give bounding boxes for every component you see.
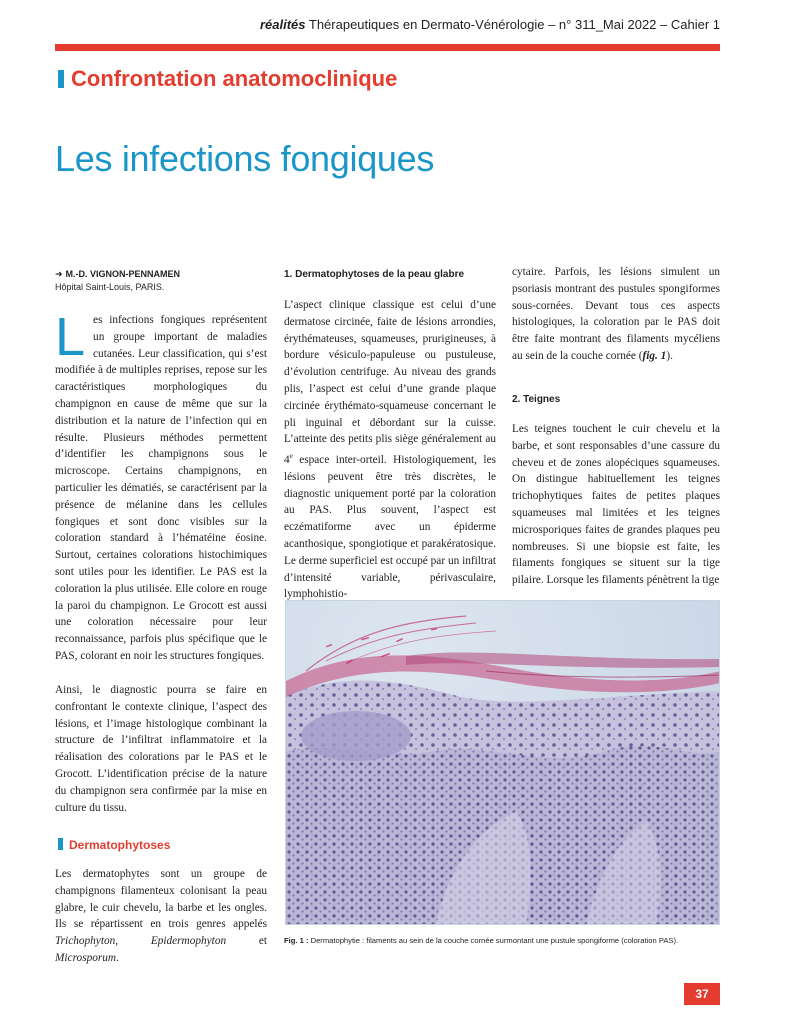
rubric-square-icon: [58, 70, 64, 88]
teignes-paragraph: Les teignes touchent le cuir chevelu et la barbe, et sont responsables d’une cassure du cheveu et de zones alopéciques squameuses. On distingue habituellement les teignes trichophytiques faites de petites plaques squameuses mal limitées et les teignes microsporiques faites de grandes plaques peu nombreuses. Si une biopsie est faite, les filaments fongiques se situent sur la tige pilaire. Lorsque les filaments pénètrent la tige: [512, 423, 720, 587]
author-affiliation: Hôpital Saint-Louis, PARIS.: [55, 282, 165, 292]
histology-figure: [285, 600, 720, 925]
figure-label: Fig. 1 :: [284, 936, 309, 945]
histology-image: [286, 601, 720, 925]
genus-trichophyton: Trichophyton: [55, 935, 116, 948]
drop-cap: L: [55, 307, 86, 367]
journal-issue: Thérapeutiques en Dermato-Vénérologie – n° 311_Mai 2022 – Cahier 1: [308, 17, 720, 32]
column-3-para2: [512, 421, 720, 589]
column-2-text: [284, 297, 496, 603]
diagnosis-paragraph: Ainsi, le diagnostic pourra se faire en confrontant le contexte clinique, l’aspect des lésions, et l’image histologique combinant la structure de l’infiltrat inflammatoire et la réalisation des colorations par le PAS et le Grocott. L’identification précise de la nature du champignon sera confirmée par la mise en culture du tissu.: [55, 684, 267, 814]
genus-epidermophyton: Epidermophyton: [150, 935, 227, 948]
page-number: 37: [684, 983, 720, 1005]
arrow-right-icon: ➜: [55, 269, 63, 279]
column-1-intro: [55, 307, 267, 665]
header-rule: [55, 44, 720, 51]
peau-glabre-paragraph: L’aspect clinique classique est celui d’une dermatose circinée, faite de lésions arrondies, érythémateuses, squameuses, prurigineuses, à bordure vésiculo-papuleuse ou pustuleuse, d’évolution centrifuge. Au niveau des grands plis, l’aspect est celui d’une grande plaque circinée érythémato-squameuse concernant le pli inguinal et débordant sur la cuisse. L’atteinte des petits plis siège généralement au 4e espace inter-orteil. Histologiquement, les lésions peuvent être très discrètes, le diagnostic uniquement porté par la coloration au PAS. Plus souvent, l’aspect est eczématiforme avec un épiderme acanthosique, spongiotique et parakératosique. Le derme superficiel est occupé par un infiltrat d’intensité variable, périvasculaire, lymphohistio-: [284, 299, 496, 601]
figure-caption: [284, 935, 720, 947]
section-heading-2: 2. Teignes: [512, 394, 561, 405]
column-3-para1: [512, 264, 720, 365]
subheading-square-icon: [58, 838, 63, 850]
subheading-dermatophytoses: Dermatophytoses: [58, 838, 170, 852]
dermatophytes-paragraph: Les dermatophytes sont un groupe de champignons filamenteux colonisant la peau glabre, le cuir chevelu, la barbe et les ongles. Ils se répartissent en trois genres appelés Trichophyton, Epidermophyton et Microsporum.: [55, 868, 267, 964]
figure-reference: fig. 1: [642, 349, 667, 362]
continuation-paragraph: cytaire. Parfois, les lésions simulent un psoriasis montrant des pustules spongiformes sous-cornées. Devant tous ces aspects histologiques, la coloration par le PAS doit être faite montrant des filaments mycéliens au sein de la couche cornée (fig. 1).: [512, 266, 720, 362]
article-title: Les infections fongiques: [55, 138, 435, 179]
column-1-para2: [55, 682, 267, 816]
rubric-heading: [58, 66, 397, 92]
running-header: [55, 17, 720, 32]
column-1-para3: [55, 866, 267, 967]
journal-brand: réalités: [259, 17, 306, 32]
author-block: [55, 268, 180, 294]
intro-paragraph: es infections fongiques représentent un groupe important de maladies cutanées. Leur classification, qui s’est modifiée à de multiples reprises, repose sur les caractéristiques morphologiques du champignon en cause de même que sur la distribution et la nature de l’infection qui en résulte. Plusieurs méthodes permettent d’identifier les champignons sous le microscope. Certains champignons, en particulier les dématiés, se caractérisent par la présence de mélanine dans les cellules fongiques et sont donc visibles sur la coloration standard à l’hématéine éosine. Surtout, certaines colorations histochimiques sont utiles pour les identifier. Le PAS est la coloration la plus utilisée. Elle colore en rouge la paroi du champignon. Le Grocott est aussi une coloration nécessaire pour leur reconnaissance, parfois plus spécifique que le PAS, colorant en noir les structures fongiques.: [55, 314, 267, 662]
genus-microsporum: Microsporum: [55, 951, 117, 964]
author-name: M.-D. VIGNON-PENNAMEN: [65, 269, 181, 279]
section-heading-1: 1. Dermatophytoses de la peau glabre: [284, 269, 465, 280]
rubric-label: Confrontation anatomoclinique: [71, 66, 398, 91]
figure-caption-text: Dermatophytie : filaments au sein de la couche cornée surmontant une pustule spongiforme (coloration PAS).: [308, 936, 679, 945]
